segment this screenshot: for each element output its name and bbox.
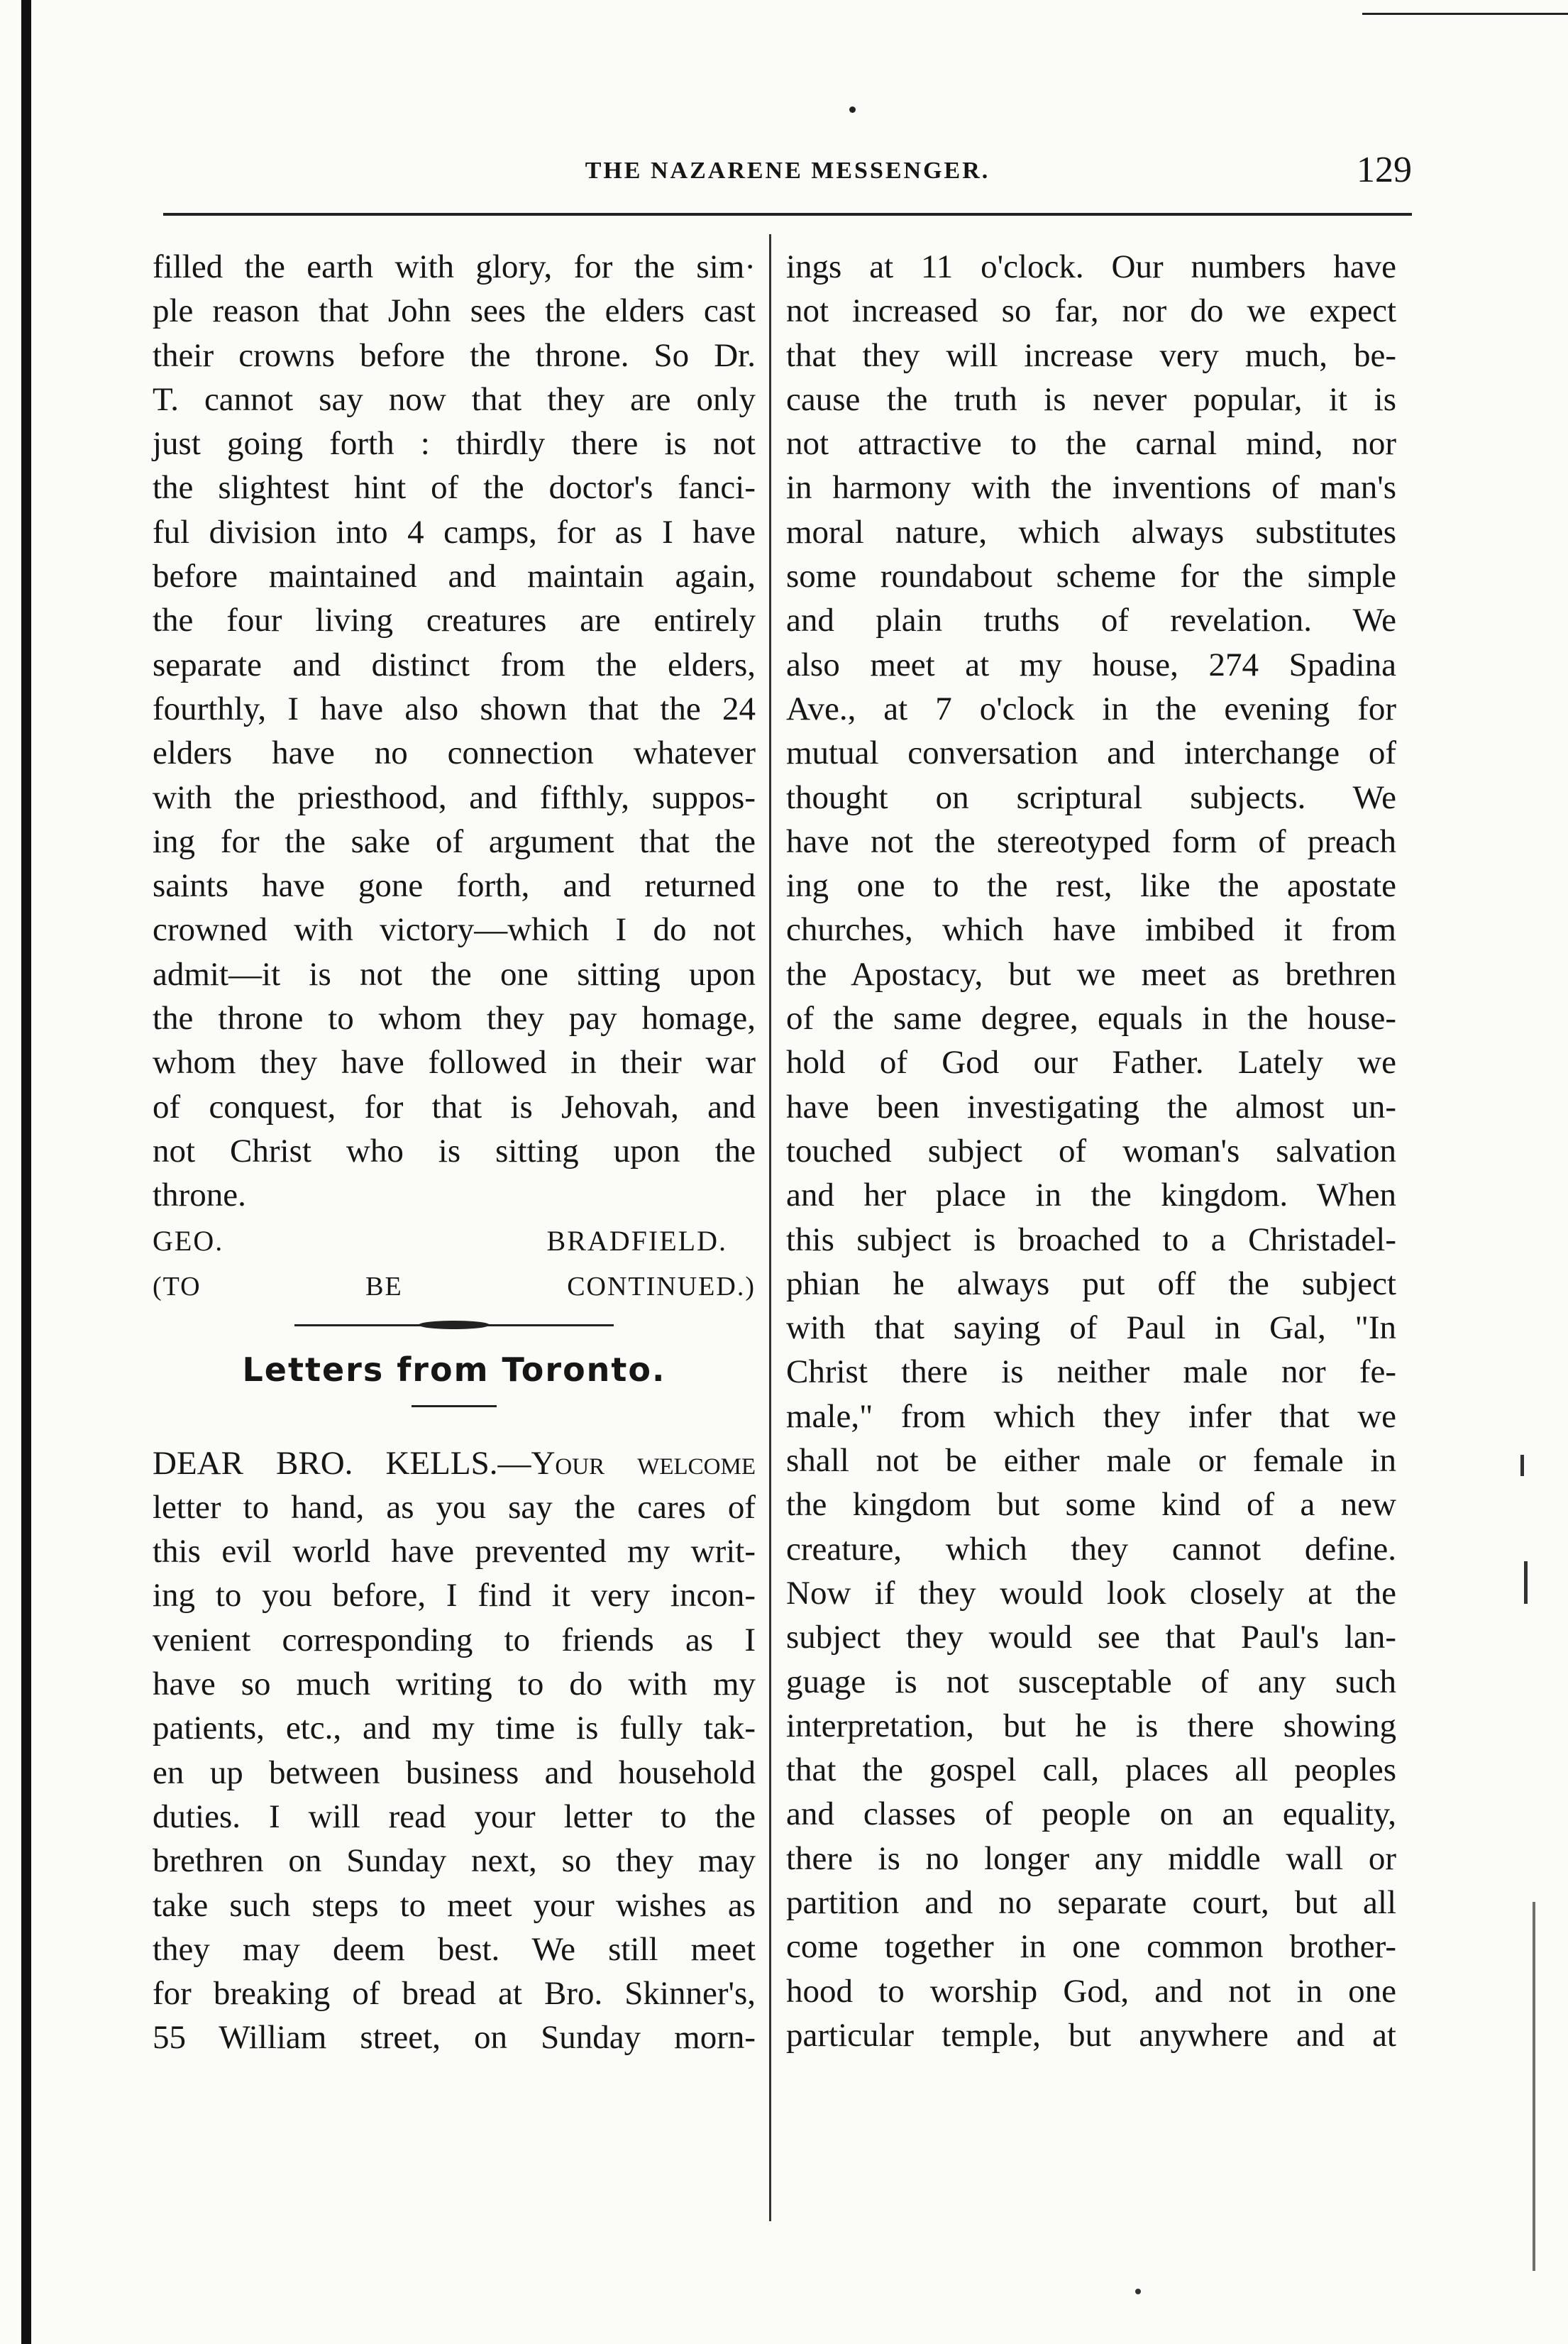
running-head: [163, 150, 1412, 200]
text-line: interpretation, but he is there showing: [786, 1707, 1396, 1744]
text-line: come together in one common brother-: [786, 1928, 1396, 1966]
text-line: letter to hand, as you say the cares of: [153, 1488, 756, 1526]
continued-note: (TO BE CONTINUED.): [153, 1271, 756, 1302]
ink-speck: [849, 106, 856, 113]
text-line: have so much writing to do with my: [153, 1666, 756, 1703]
text-line: their crowns before the throne. So Dr.: [153, 336, 756, 374]
column-divider: [769, 234, 771, 2221]
text-line: en up between business and household: [153, 1754, 756, 1791]
text-line: ing one to the rest, like the apostate: [786, 867, 1396, 905]
ornamental-rule: [153, 1310, 756, 1341]
text-line: Ave., at 7 o'clock in the evening for: [786, 690, 1396, 727]
section-heading: Letters from Toronto.: [242, 1350, 666, 1389]
left-column: [153, 245, 756, 2060]
text-line: male," from which they infer that we: [786, 1397, 1396, 1435]
right-column: [786, 245, 1396, 2057]
scan-artifact: [1135, 2289, 1141, 2294]
text-line: whom they have followed in their war: [153, 1044, 756, 1082]
text-line: that they will increase very much, be-: [786, 336, 1396, 374]
text-line: and plain truths of revelation. We: [786, 602, 1396, 639]
text-line: DEAR BRO. KELLS.—Your welcome: [153, 1444, 756, 1482]
text-line: throne.: [153, 1177, 246, 1214]
text-line: there is no longer any middle wall or: [786, 1839, 1396, 1877]
heading-underline: [412, 1405, 497, 1407]
text-line: partition and no separate court, but all: [786, 1883, 1396, 1921]
text-line: Christ there is neither male nor fe-: [786, 1353, 1396, 1391]
text-line: the slightest hint of the doctor's fanci-: [153, 469, 756, 507]
text-line: churches, which have imbibed it from: [786, 911, 1396, 949]
text-line: thought on scriptural subjects. We: [786, 778, 1396, 816]
text-line: patients, etc., and my time is fully tak-: [153, 1710, 756, 1747]
text-line: that the gospel call, places all peoples: [786, 1751, 1396, 1789]
text-line: this subject is broached to a Christadel-: [786, 1221, 1396, 1258]
scan-artifact: [1520, 1455, 1524, 1476]
text-line: creature, which they cannot define.: [786, 1530, 1396, 1568]
header-rule: [163, 213, 1412, 216]
text-line: not Christ who is sitting upon the: [153, 1132, 756, 1170]
text-line: and her place in the kingdom. When: [786, 1177, 1396, 1214]
text-line: they may deem best. We still meet: [153, 1930, 756, 1968]
text-line: T. cannot say now that they are only: [153, 380, 756, 418]
text-line: saints have gone forth, and returned: [153, 867, 756, 905]
text-line: have not the stereotyped form of preach: [786, 822, 1396, 860]
text-line: ful division into 4 camps, for as I have: [153, 513, 756, 551]
text-line: and classes of people on an equality,: [786, 1795, 1396, 1833]
text-line: touched subject of woman's salvation: [786, 1132, 1396, 1170]
text-line: some roundabout scheme for the simple: [786, 558, 1396, 595]
text-line: brethren on Sunday next, so they may: [153, 1842, 756, 1880]
text-line: particular temple, but anywhere and at: [786, 2016, 1396, 2054]
text-line: the throne to whom they pay homage,: [153, 1000, 756, 1038]
text-line: of conquest, for that is Jehovah, and: [153, 1088, 756, 1126]
scan-artifact: [1524, 1561, 1528, 1604]
text-line: this evil world have prevented my writ-: [153, 1533, 756, 1570]
text-line: mutual conversation and interchange of: [786, 734, 1396, 772]
scan-top-rule: [1362, 13, 1568, 15]
text-line: Now if they would look closely at the: [786, 1574, 1396, 1612]
text-line: not attractive to the carnal mind, nor: [786, 425, 1396, 463]
text-line: admit—it is not the one sitting upon: [153, 955, 756, 993]
text-line: the kingdom but some kind of a new: [786, 1486, 1396, 1524]
text-line: cause the truth is never popular, it is: [786, 380, 1396, 418]
scan-artifact: [1533, 1902, 1535, 2271]
text-line: the Apostacy, but we meet as brethren: [786, 955, 1396, 993]
text-line: venient corresponding to friends as I: [153, 1621, 756, 1658]
page-number: 129: [1357, 150, 1412, 190]
text-line: with the priesthood, and fifthly, suppos-: [153, 778, 756, 816]
text-line: phian he always put off the subject: [786, 1265, 1396, 1302]
text-line: with that saying of Paul in Gal, "In: [786, 1309, 1396, 1347]
text-line: also meet at my house, 274 Spadina: [786, 646, 1396, 683]
text-line: fourthly, I have also shown that the 24: [153, 690, 756, 727]
text-line: the four living creatures are entirely: [153, 602, 756, 639]
text-line: take such steps to meet your wishes as: [153, 1886, 756, 1924]
text-line: filled the earth with glory, for the sim·: [153, 248, 756, 285]
text-line: for breaking of bread at Bro. Skinner's,: [153, 1975, 756, 2013]
text-line: hood to worship God, and not in one: [786, 1972, 1396, 2010]
text-line: elders have no connection whatever: [153, 734, 756, 772]
text-line: just going forth : thirdly there is not: [153, 425, 756, 463]
text-line: crowned with victory—which I do not: [153, 911, 756, 949]
text-line: duties. I will read your letter to the: [153, 1798, 756, 1835]
scan-binding-edge: [21, 0, 31, 2344]
text-line: ings at 11 o'clock. Our numbers have: [786, 248, 1396, 285]
text-line: ing for the sake of argument that the: [153, 822, 756, 860]
text-line: shall not be either male or female in: [786, 1442, 1396, 1480]
text-line: before maintained and maintain again,: [153, 558, 756, 595]
text-line: not increased so far, nor do we expect: [786, 292, 1396, 330]
text-line: separate and distinct from the elders,: [153, 646, 756, 683]
text-line: have been investigating the almost un-: [786, 1088, 1396, 1126]
text-line: in harmony with the inventions of man's: [786, 469, 1396, 507]
text-line: subject they would see that Paul's lan-: [786, 1619, 1396, 1656]
text-line: ple reason that John sees the elders cast: [153, 292, 756, 330]
journal-title: THE NAZARENE MESSENGER.: [585, 158, 990, 184]
text-line: 55 William street, on Sunday morn-: [153, 2019, 756, 2057]
letter-body: [153, 1441, 756, 2060]
article-continuation: [153, 245, 756, 1218]
text-line: hold of God our Father. Lately we: [786, 1044, 1396, 1082]
text-line: guage is not susceptable of any such: [786, 1663, 1396, 1700]
author-signature: GEO. BRADFIELD.: [153, 1224, 727, 1257]
text-line: of the same degree, equals in the house-: [786, 1000, 1396, 1038]
text-line: moral nature, which always substitutes: [786, 513, 1396, 551]
text-line: ing to you before, I find it very incon-: [153, 1577, 756, 1614]
